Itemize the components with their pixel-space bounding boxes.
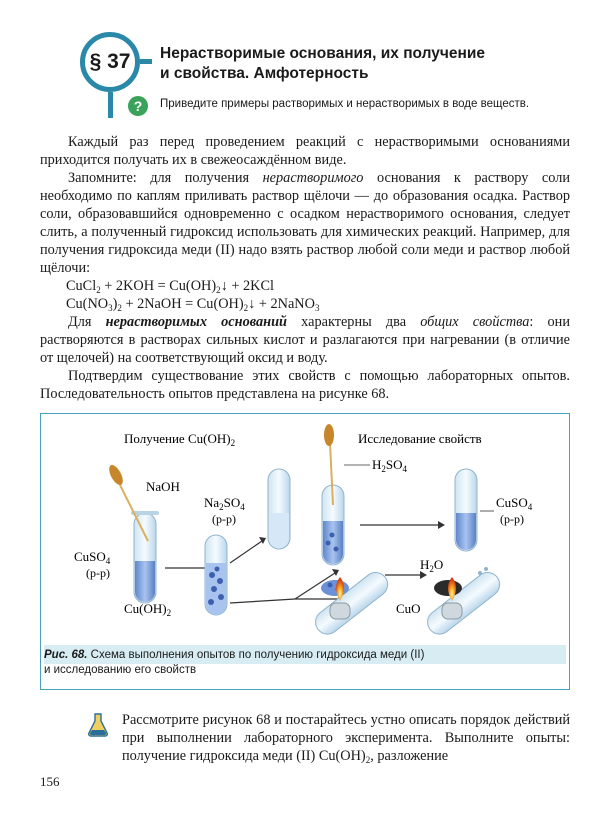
label-cuoh2: $Cu(OH)_2$: [124, 601, 172, 618]
label-solution-1: (р-р): [86, 566, 110, 580]
test-tube-na2so4: [268, 469, 290, 549]
p3-emphasis: нерастворимых оснований: [105, 314, 287, 330]
test-tube-cuso4-result: [455, 469, 477, 551]
equation-2: $Cu(NO_3)_2$ + 2NaOH = $Cu(OH)_2↓$ + 2NaNO$_3$: [66, 296, 320, 313]
p2-text: Запомните: для получения: [68, 170, 263, 186]
page-number: 156: [40, 774, 60, 789]
label-h2o: $H_2O$: [420, 557, 444, 574]
paragraph-2: [40, 169, 570, 277]
label-cuso4: CuSO$_4$: [74, 549, 111, 566]
task-text: Рассмотрите рисунок 68 и постарайтесь устно описать порядок действий при выполнении лабораторного эксперимента. Выполните опыты: получение гидроксида меди (II) $Cu(OH)_2$, разложение: [122, 712, 570, 765]
section-number: § 37: [89, 50, 131, 73]
heated-tube-left: [311, 568, 393, 639]
section-title: [160, 44, 580, 84]
label-obtaining: Получение $Cu(OH)_2$: [124, 431, 236, 448]
test-tube-precipitate: [205, 535, 227, 615]
test-tube-cuso4: [131, 511, 159, 603]
label-na2so4: $Na_2SO_4$: [204, 495, 245, 512]
section-number-badge: [80, 32, 140, 92]
label-solution-3: (р-р): [500, 512, 524, 526]
label-cuo: CuO: [396, 601, 421, 616]
label-cuso4-result: CuSO$_4$: [496, 495, 533, 512]
label-naoh: NaOH: [146, 479, 180, 494]
caption-label: Рис. 68.: [44, 649, 88, 661]
section-title-line1: Нерастворимые основания, их получение: [160, 45, 486, 62]
paragraph-1: Каждый раз перед проведением реакций с нерастворимыми основаниями приходится получать их в свежеосаждённом виде.: [40, 134, 570, 168]
p2-text-rest: основания к раствору соли необходимо по каплям приливать раствор щёлочи — до образования осадка. Раствор соли, образовавшийся одновременно с осадком нерастворимого основания, следует слить, а полученный гидроксид использовать для химических реакций. Например, для получения гидроксида меди (II) надо взять раствор любой соли меди и раствор любой щёлочи:: [40, 170, 570, 276]
equation-1: CuCl$_2$ + $2KOH = Cu(OH)_2↓ + 2KCl$: [66, 278, 274, 295]
arrow-5: [385, 571, 427, 579]
experiment-diagram: [40, 413, 570, 648]
flask-icon: [88, 713, 108, 737]
label-h2so4: $H_2SO_4$: [372, 457, 408, 474]
p3-emphasis-2: общих свойства: [420, 314, 530, 330]
arrow-4: [360, 521, 445, 529]
dropper-naoh: [106, 463, 148, 541]
question-icon: ?: [128, 96, 148, 116]
badge-connector: [108, 92, 113, 118]
arrow-2: [230, 537, 266, 563]
badge-connector-horizontal: [140, 59, 152, 64]
label-solution-2: (р-р): [212, 512, 236, 526]
label-investigation: Исследование свойств: [358, 431, 482, 446]
p2-emphasis: нерастворимого: [262, 170, 364, 186]
heated-tube-right: [423, 567, 505, 639]
paragraph-3: Для нерастворимых оснований характерны два общих свойства: они растворяются в растворах сильных кислот и разлагаются при нагревании (в отличие от щелочей) на соответствующий оксид и воду.: [40, 314, 570, 366]
intro-question: Приведите примеры растворимых и нерастворимых в воде веществ.: [160, 98, 530, 110]
caption-line2: и исследованию его свойств: [44, 664, 197, 676]
paragraph-4: Подтвердим существование этих свойств с помощью лабораторных опытов. Последовательность опытов представлена на рисунке 68.: [40, 368, 570, 402]
caption-line1: Схема выполнения опытов по получению гидроксида меди (II): [87, 649, 425, 661]
figure-caption: [44, 648, 564, 678]
section-title-line2: и свойства. Амфотерность: [160, 65, 369, 82]
